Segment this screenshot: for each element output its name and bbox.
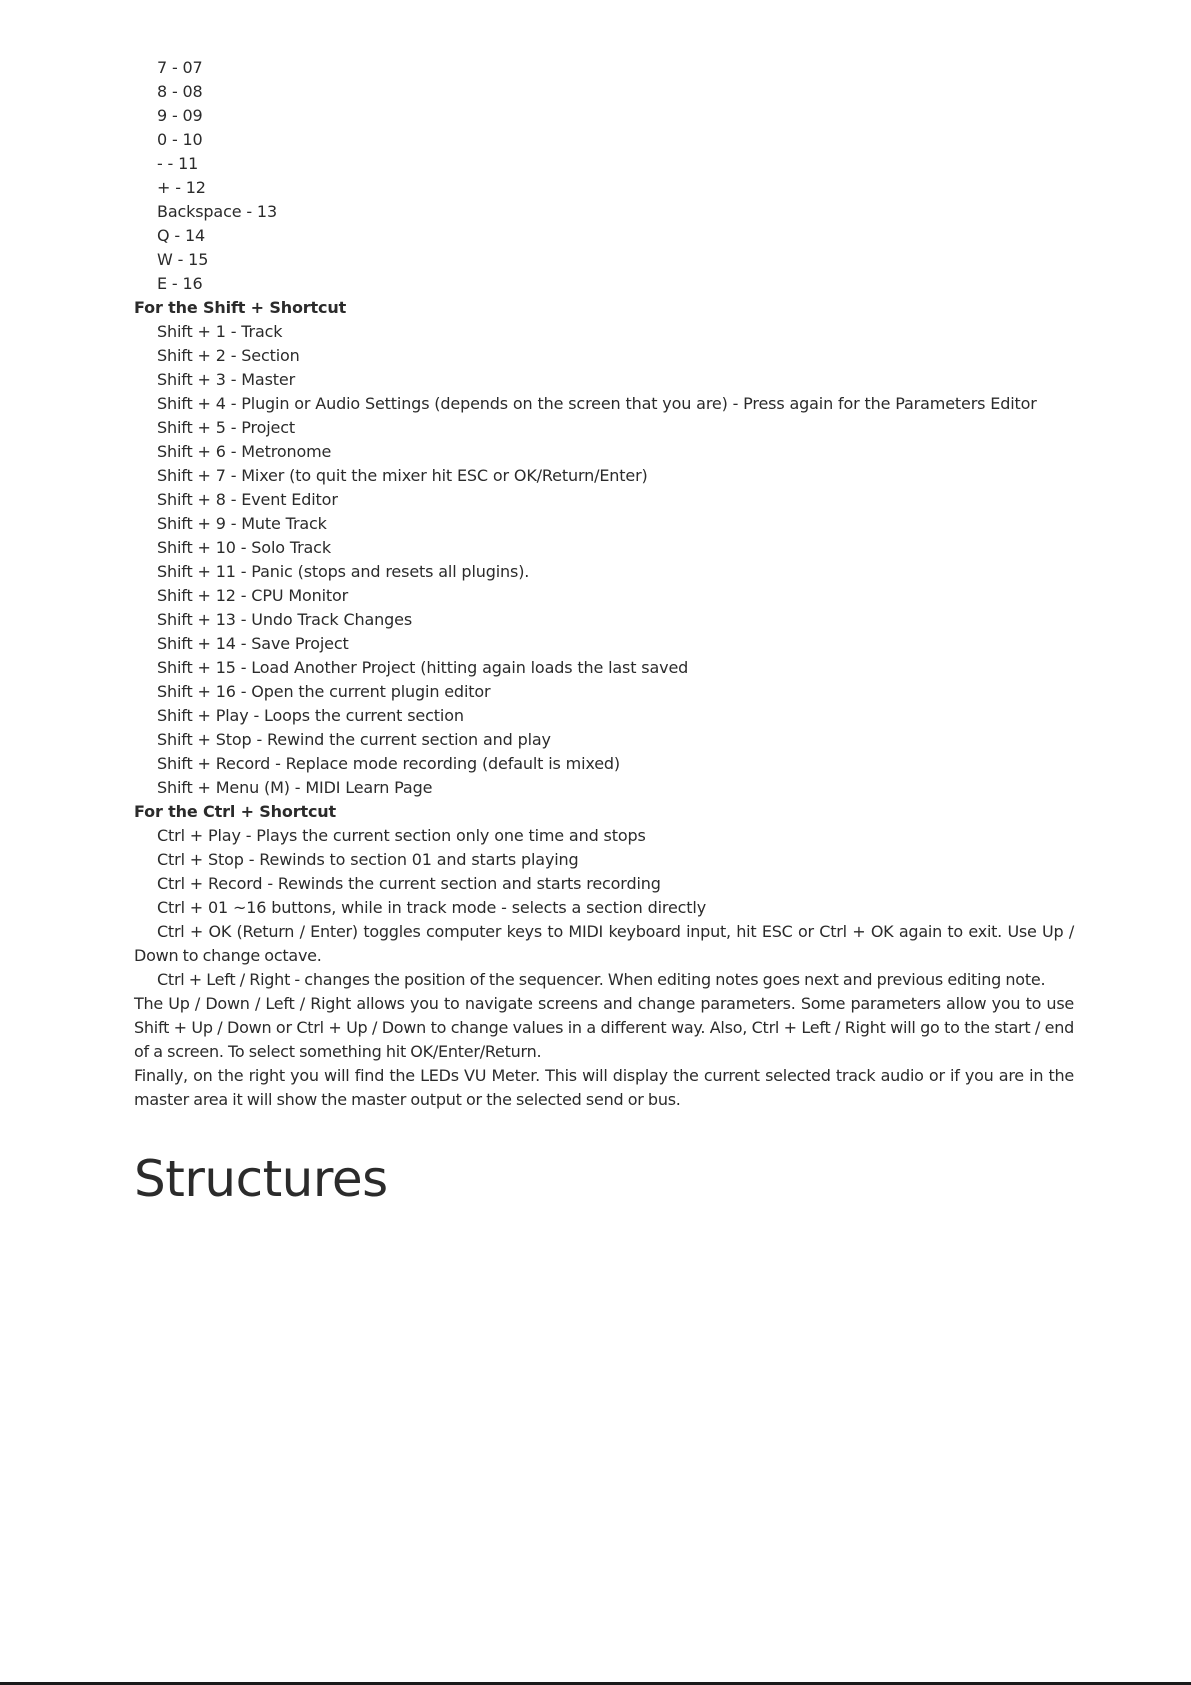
list-item: Shift + 2 - Section <box>157 346 300 365</box>
list-item: Ctrl + Play - Plays the current section only one time and stops <box>157 826 646 845</box>
list-item: Shift + 7 - Mixer (to quit the mixer hit ESC or OK/Return/Enter) <box>157 466 648 485</box>
list-item: Ctrl + Stop - Rewinds to section 01 and starts playing <box>157 850 579 869</box>
shift-shortcut-heading: For the Shift + Shortcut <box>134 298 347 317</box>
list-item: Shift + 11 - Panic (stops and resets all plugins). <box>157 562 530 581</box>
list-item: Shift + Record - Replace mode recording (default is mixed) <box>157 754 620 773</box>
list-item: Shift + 1 - Track <box>157 322 283 341</box>
list-item: E - 16 <box>157 274 203 293</box>
list-item: Ctrl + 01 ~16 buttons, while in track mode - selects a section directly <box>157 898 707 917</box>
list-item: Shift + 14 - Save Project <box>157 634 349 653</box>
ctrl-ok-paragraph: Ctrl + OK (Return / Enter) toggles computer keys to MIDI keyboard input, hit ESC or Ctrl + OK again to exit. Use Up / Down to change octave. <box>134 922 1074 965</box>
list-item: Shift + 13 - Undo Track Changes <box>157 610 413 629</box>
list-item: Shift + Play - Loops the current section <box>157 706 464 725</box>
list-item: Shift + 6 - Metronome <box>157 442 332 461</box>
list-item: 7 - 07 <box>157 58 203 77</box>
list-item: 0 - 10 <box>157 130 203 149</box>
list-item: 9 - 09 <box>157 106 203 125</box>
list-item: - - 11 <box>157 154 199 173</box>
list-item: Q - 14 <box>157 226 205 245</box>
list-item: Shift + 16 - Open the current plugin editor <box>157 682 491 701</box>
list-item: Shift + 12 - CPU Monitor <box>157 586 349 605</box>
list-item: Shift + 5 - Project <box>157 418 295 437</box>
list-item: Shift + 10 - Solo Track <box>157 538 331 557</box>
list-item: Shift + 9 - Mute Track <box>157 514 327 533</box>
navigation-paragraph: The Up / Down / Left / Right allows you to navigate screens and change parameters. Some parameters allow you to use Shift + Up / Down or Ctrl + Up / Down to change values in a different way. Also, Ctrl + Left / Right will go to the start / end of a screen. To select something hit OK/Enter/Return. <box>134 994 1074 1061</box>
list-item: Shift + Stop - Rewind the current section and play <box>157 730 551 749</box>
list-item: Shift + 3 - Master <box>157 370 296 389</box>
ctrl-shortcut-heading: For the Ctrl + Shortcut <box>134 802 337 821</box>
list-item: Backspace - 13 <box>157 202 277 221</box>
list-item: 8 - 08 <box>157 82 203 101</box>
section-title: Structures <box>134 1150 388 1208</box>
list-item: + - 12 <box>157 178 206 197</box>
list-item: Ctrl + Record - Rewinds the current section and starts recording <box>157 874 661 893</box>
list-item: W - 15 <box>157 250 209 269</box>
document-page <box>134 56 1074 1209</box>
shift-shortcut-list <box>134 320 1074 800</box>
list-item: Shift + 4 - Plugin or Audio Settings (depends on the screen that you are) - Press again for the Parameters Editor <box>157 394 1037 413</box>
list-item: Shift + 8 - Event Editor <box>157 490 338 509</box>
list-item: Shift + Menu (M) - MIDI Learn Page <box>157 778 433 797</box>
key-list <box>134 56 1074 296</box>
ctrl-left-right-paragraph: Ctrl + Left / Right - changes the position of the sequencer. When editing notes goes next and previous editing note. <box>157 970 1046 989</box>
list-item: Shift + 15 - Load Another Project (hitting again loads the last saved <box>157 658 689 677</box>
ctrl-shortcut-list <box>134 824 1074 920</box>
vu-meter-paragraph: Finally, on the right you will find the LEDs VU Meter. This will display the current selected track audio or if you are in the master area it will show the master output or the selected send or bus. <box>134 1066 1074 1109</box>
